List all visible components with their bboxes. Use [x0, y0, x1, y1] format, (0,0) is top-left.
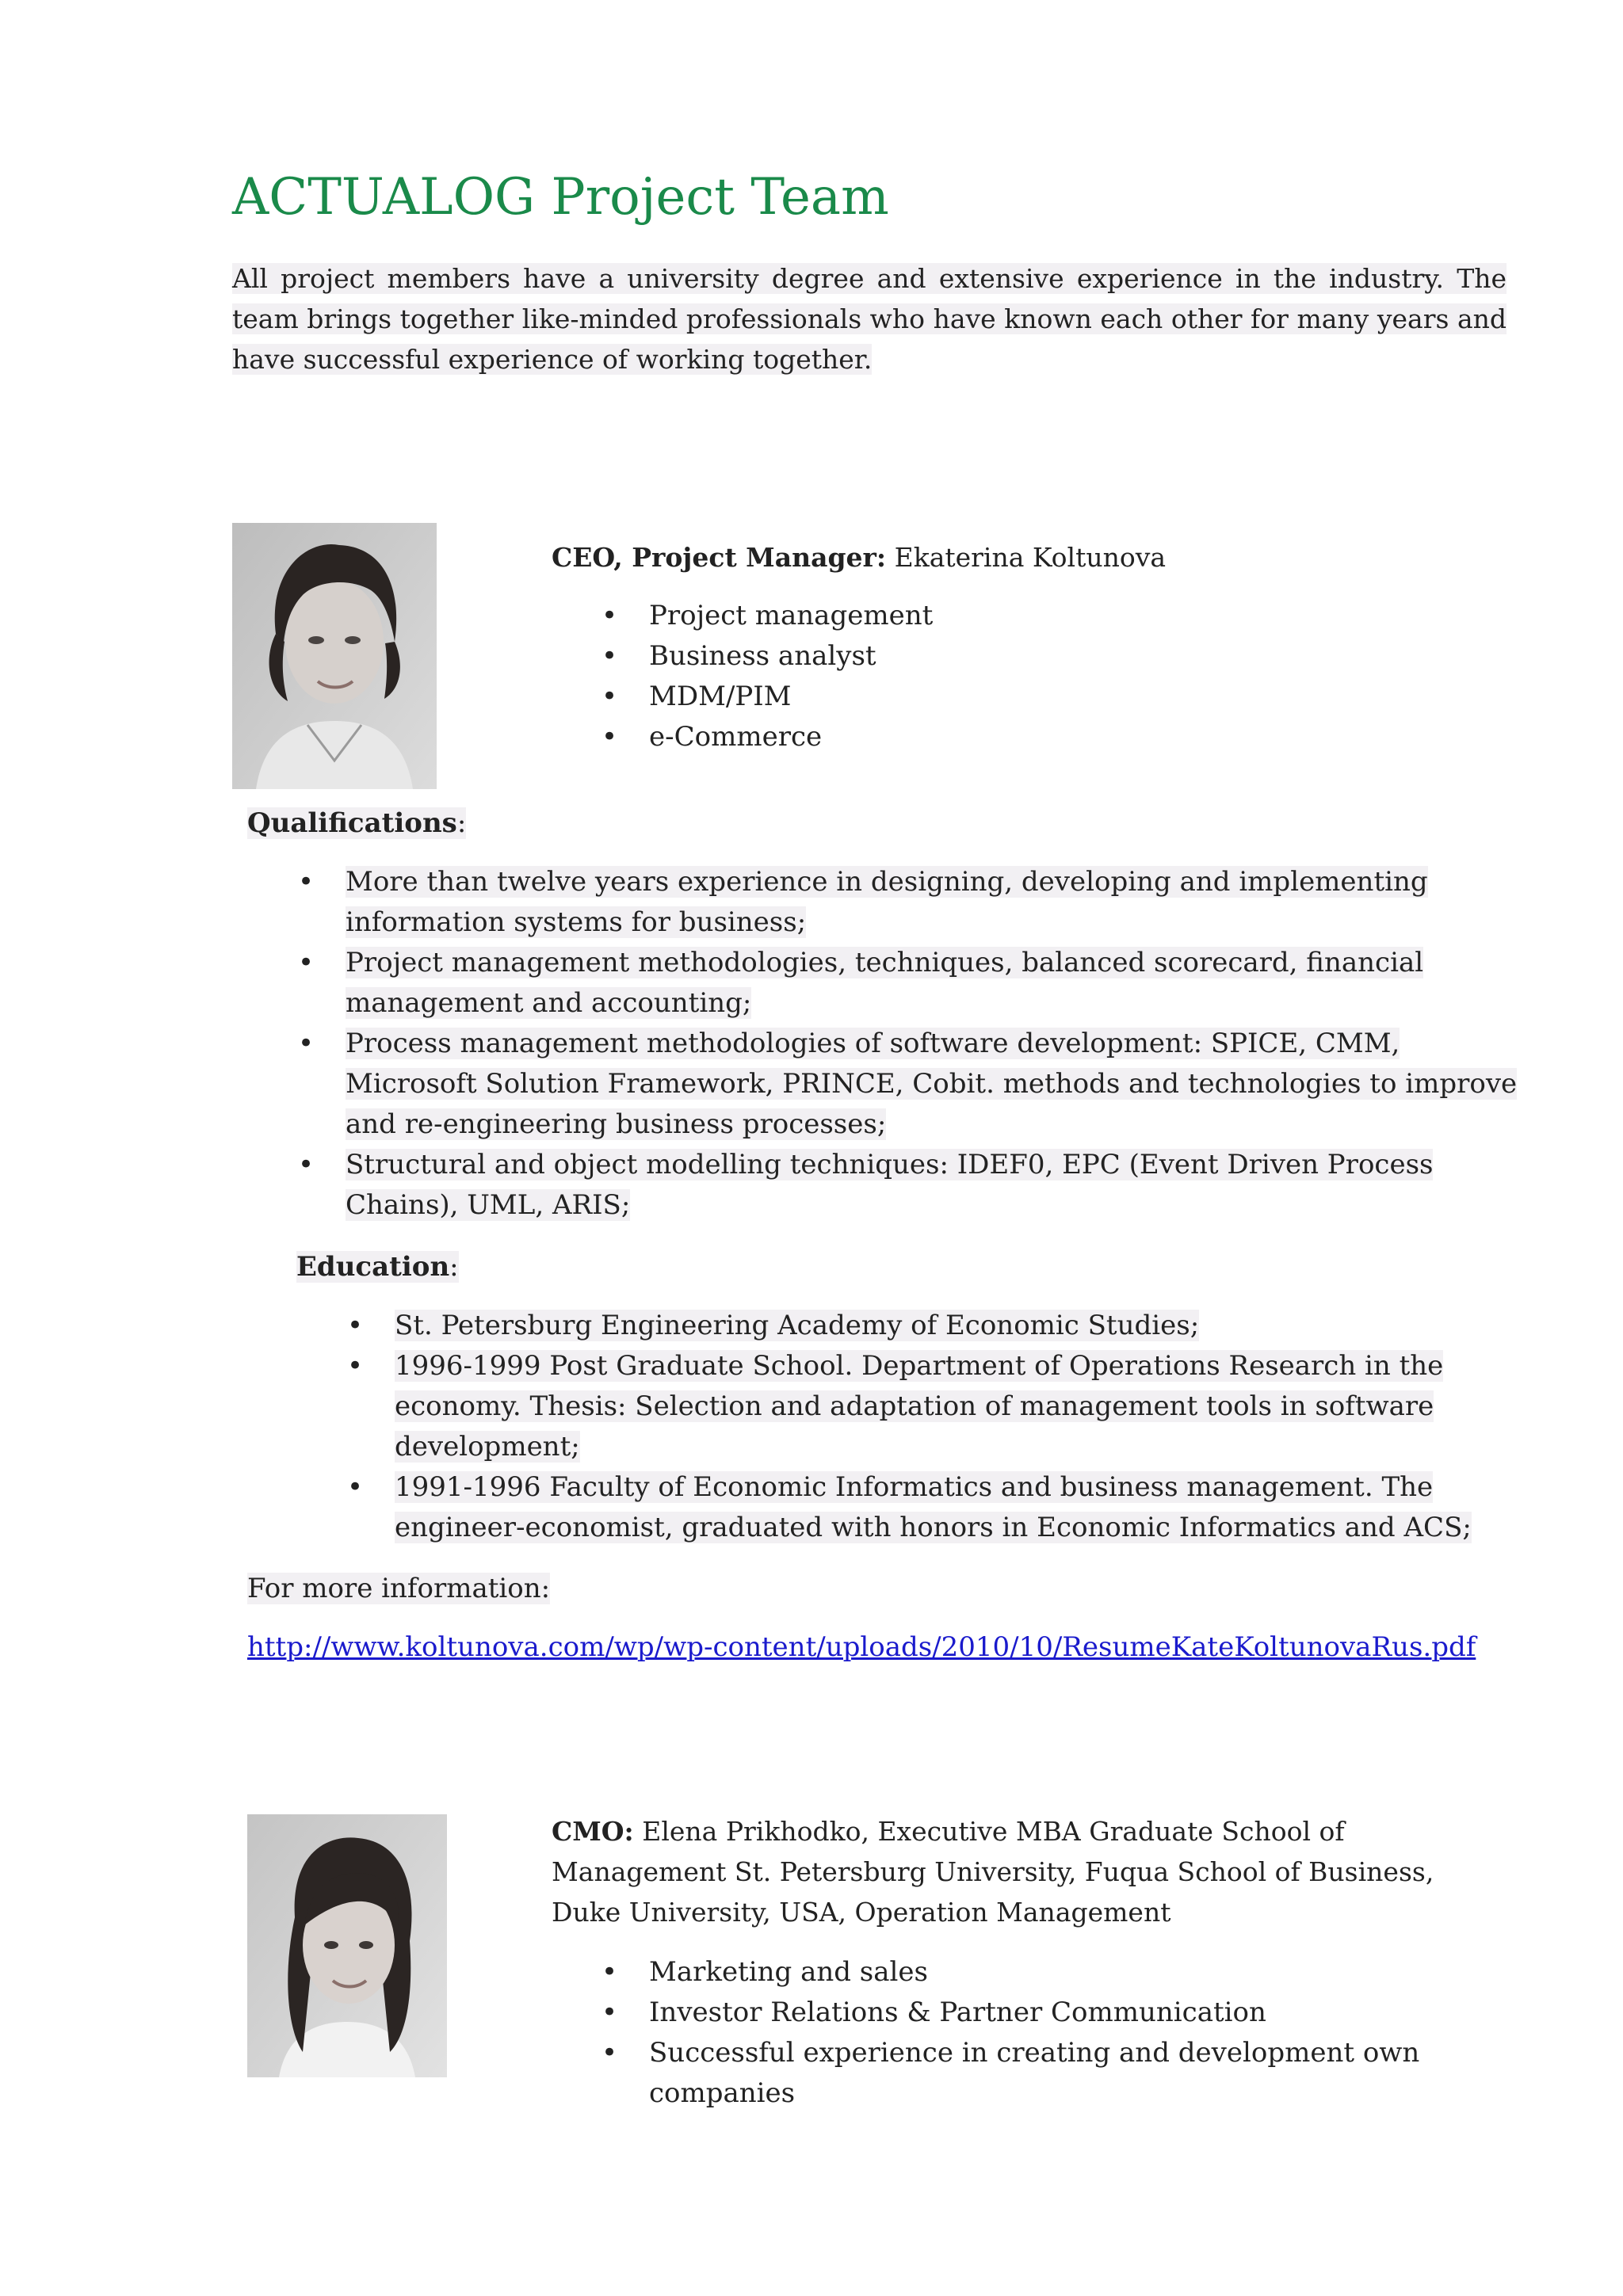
- qualifications-heading: Qualifications:: [247, 807, 467, 839]
- list-item: • Process management methodologies of software development: SPICE, CMM, Microsoft Solution Framework, PRINCE, Cobit. methods and technologies to improve and re-engineering business processes;: [346, 1024, 1518, 1145]
- ceo-photo: [232, 523, 437, 789]
- intro-paragraph: [232, 258, 1507, 379]
- list-item: • Investor Relations & Partner Communication: [649, 1993, 1521, 2033]
- education-list: [347, 1306, 1504, 1548]
- cmo-portrait-image: [247, 1814, 447, 2077]
- more-info-link-container: [247, 1627, 1476, 1668]
- list-item: • Business analyst: [649, 636, 1442, 677]
- bullet-icon: •: [347, 1471, 364, 1503]
- bullet-icon: •: [601, 1997, 618, 2028]
- bullet-icon: •: [601, 1956, 618, 1988]
- list-item: • Marketing and sales: [649, 1952, 1521, 1993]
- list-item: • 1991-1996 Faculty of Economic Informatics and business management. The engineer-economist, graduated with honors in Economic Informatics and ACS;: [395, 1467, 1504, 1548]
- ceo-role-label: CEO, Project Manager:: [552, 542, 887, 573]
- list-item: • St. Petersburg Engineering Academy of Economic Studies;: [395, 1306, 1504, 1346]
- cmo-skills-list: [601, 1952, 1521, 2114]
- bullet-icon: •: [298, 866, 315, 898]
- list-item: • MDM/PIM: [649, 677, 1442, 717]
- bullet-icon: •: [601, 640, 618, 672]
- ceo-name: Ekaterina Koltunova: [894, 542, 1167, 573]
- ceo-portrait-image: [232, 523, 437, 789]
- bullet-icon: •: [601, 721, 618, 753]
- list-item: • Structural and object modelling techniques: IDEF0, EPC (Event Driven Process Chains), UML, ARIS;: [346, 1145, 1518, 1226]
- ceo-skills-list: [601, 596, 1442, 757]
- list-item: • e-Commerce: [649, 717, 1442, 757]
- bullet-icon: •: [298, 947, 315, 978]
- cmo-role-line: [552, 1811, 1510, 1932]
- education-heading: Education:: [296, 1251, 459, 1283]
- bullet-icon: •: [347, 1350, 364, 1382]
- qualifications-label: Qualifications: [247, 807, 457, 839]
- bullet-icon: •: [601, 681, 618, 712]
- cmo-photo: [247, 1814, 447, 2077]
- bullet-icon: •: [601, 600, 618, 631]
- list-item: • 1996-1999 Post Graduate School. Department of Operations Research in the economy. Thesis: Selection and adaptation of management tools in software development;: [395, 1346, 1504, 1467]
- qualifications-list: [298, 862, 1518, 1226]
- list-item: • Project management methodologies, techniques, balanced scorecard, financial management and accounting;: [346, 943, 1518, 1024]
- list-item: • Successful experience in creating and development own companies: [649, 2033, 1521, 2114]
- page-title: ACTUALOG Project Team: [232, 168, 889, 227]
- cmo-name: Elena Prikhodko, Executive MBA Graduate School of Management St. Petersburg University, Fuqua School of Business, Duke University, USA, Operation Management: [552, 1816, 1434, 1928]
- list-item: • Project management: [649, 596, 1442, 636]
- cmo-role-label: CMO:: [552, 1816, 634, 1847]
- bullet-icon: •: [298, 1149, 315, 1180]
- bullet-icon: •: [298, 1028, 315, 1059]
- bullet-icon: •: [347, 1310, 364, 1341]
- ceo-role-line: [552, 537, 1166, 578]
- intro-text: All project members have a university degree and extensive experience in the industry. The team brings together like-minded professionals who have known each other for many years and have successful experience of working together.: [232, 263, 1507, 375]
- more-info-label: For more information:: [247, 1573, 551, 1604]
- resume-link[interactable]: http://www.koltunova.com/wp/wp-content/uploads/2010/10/ResumeKateKoltunovaRus.pdf: [247, 1631, 1476, 1663]
- bullet-icon: •: [601, 2037, 618, 2069]
- education-label: Education: [296, 1251, 450, 1283]
- list-item: • More than twelve years experience in designing, developing and implementing information systems for business;: [346, 862, 1518, 943]
